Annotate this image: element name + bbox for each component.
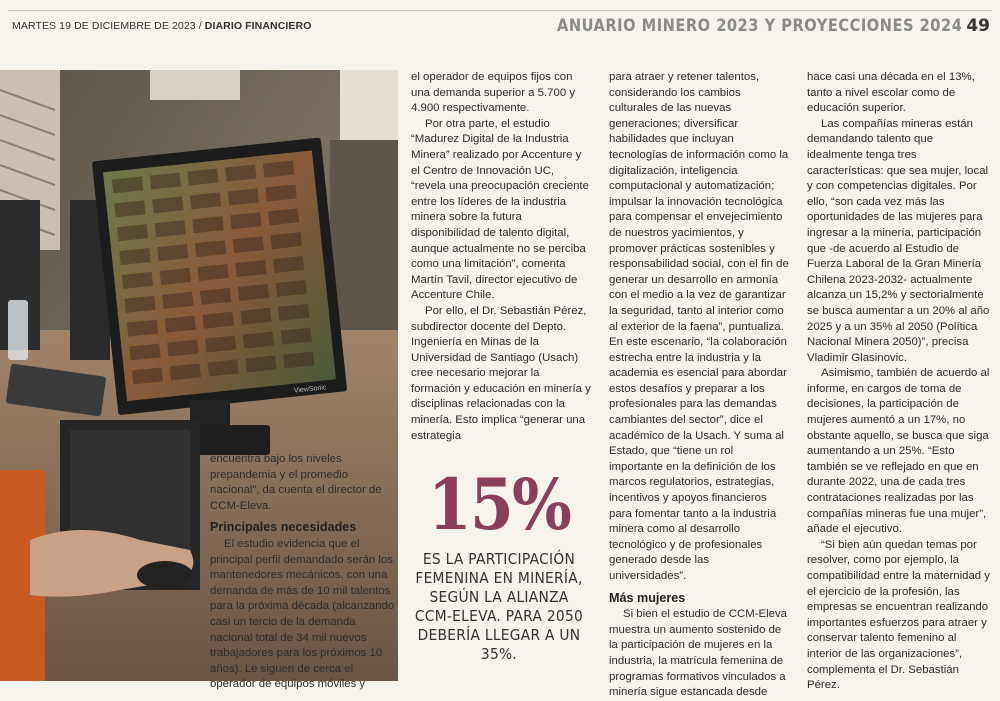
column-2: [411, 70, 591, 444]
column-3: [609, 70, 789, 701]
pull-quote-percent: 15%: [427, 463, 571, 546]
pull-quote: [404, 462, 594, 664]
paragraph: para atraer y retener talentos, considerando los cambios culturales de las nuevas generaciones; diversificar habilidades que incluyan tecnologías de información como la digitalización, inteligencia computacional y automatización; impulsar la innovación tecnológica para compensar el envejecimiento de nuestros yacimientos, y promover prácticas sostenibles y responsabilidad social, con el fin de generar un desarrollo en armonía con el medio a la vez de garantizar la seguridad, tanto al interior como al exterior de la faena”, puntualiza. En este escenario, “la colaboración estrecha entre la industria y la academia es esencial para abordar estos desafíos y preparar a los profesionales para las demandas cambiantes del sector”, dice el académico de la Usach. Y suma al Estado, que “tiene un rol importante en la definición de los marcos regulatorios, estrategias, incentivos y apoyos financieros para fomentar tanto a la industria minera como al desarrollo tecnológico y de profesionales generado desde las universidades”.: [609, 71, 789, 582]
page-header: [0, 0, 1000, 44]
column-4: [807, 70, 990, 694]
paragraph: encuentra bajo los niveles prepandemia y el promedio nacional”, da cuenta el director de CCM-Eleva.: [210, 453, 382, 512]
pull-quote-text: ES LA PARTICIPACIÓN FEMENINA EN MINERÍA, SEGÚN LA ALIANZA CCM-ELEVA. PARA 2050 DEBERÍA LLEGAR A UN 35%.: [414, 550, 584, 663]
subheading-principales-necesidades: Principales necesidades: [210, 520, 357, 535]
paragraph: “Si bien aún quedan temas por resolver, como por ejemplo, la compatibilidad entre la maternidad y el ejercicio de la profesión, las empresas se encuentran realizando importantes esfuerzos para atraer y conservar talento femenino al interior de las organizaciones”, complementa el Dr. Sebastián Pérez.: [807, 538, 990, 692]
subheading-mas-mujeres: Más mujeres: [609, 590, 686, 605]
section-title: ANUARIO MINERO 2023 Y PROYECCIONES 2024: [556, 16, 962, 36]
paragraph: El estudio evidencia que el principal perfil demandado serán los mantenedores mecánicos, con una demanda de más de 10 mil talentos para la próxima década (alcanzando casi un tercio de la demanda nacional total de 34 mil nuevos trabajadores para los próximos 10 años). Le siguen de cerca el operador de equipos móviles y: [210, 537, 395, 691]
monitor-brand: ViewSonic: [293, 384, 327, 395]
paragraph: Si bien el estudio de CCM-Eleva muestra un aumento sostenido de la participación de mujeres en la industria, la matrícula femenina de programas formativos vinculados a minería sigue estancada desde: [609, 608, 787, 699]
paragraph: Por ello, el Dr. Sebastián Pérez, subdirector docente del Depto. Ingeniería en Minas de la Universidad de Santiago (Usach) cree necesario mejorar la formación y educación en minería y disciplinas relacionadas con la minería. Esto implica “generar una estrategia: [411, 304, 591, 442]
paragraph: hace casi una década en el 13%, tanto a nivel escolar como de educación superior.: [807, 71, 975, 115]
paragraph: Asimismo, también de acuerdo al informe, en cargos de toma de decisiones, la participación de mujeres aumentó a un 17%, no obstante aquello, se busca que siga aumentando a un 25%. “Esto también se ve reflejado en que en durante 2022, una de cada tres contrataciones realizadas por las compañías mineras fue una mujer”, añade el ejecutivo.: [807, 367, 990, 536]
dateline: MARTES 19 DE DICIEMBRE DE 2023 / DIARIO FINANCIERO: [12, 20, 312, 32]
paragraph: Por otra parte, el estudio “Madurez Digital de la Industria Minera” realizado por Accenture y el Centro de Innovación UC, “revela una preocupación creciente entre los líderes de la industria minera sobre la futura disponibilidad de talento digital, aunque actualmente no se perciba como una limitación”, comenta Martín Tavil, director ejecutivo de Accenture Chile.: [411, 117, 589, 302]
newspaper-name: DIARIO FINANCIERO: [204, 20, 312, 32]
header-rule: [8, 10, 992, 11]
page-number: 49: [966, 16, 990, 36]
paragraph: el operador de equipos fijos con una demanda superior a 5.700 y 4.900 respectivamente.: [411, 71, 576, 115]
column-1: [210, 452, 396, 693]
date: MARTES 19 DE DICIEMBRE DE 2023: [12, 20, 196, 32]
paragraph: Las compañías mineras están demandando talento que idealmente tenga tres características: que sea mujer, local y con competencias digitales. Por ello, “son cada vez más las oportunidades de las mujeres para ingresar a la minería, participación que -de acuerdo al Estudio de Fuerza Laboral de la Gran Minería Chilena 2023-2032- actualmente alcanza un 15,2% y sectorialmente se busca aumentar a un 20% al año 2025 y a un 35% al 2050 (Política Nacional Minera 2050)”, precisa Vladimir Glasinovic.: [807, 117, 990, 364]
